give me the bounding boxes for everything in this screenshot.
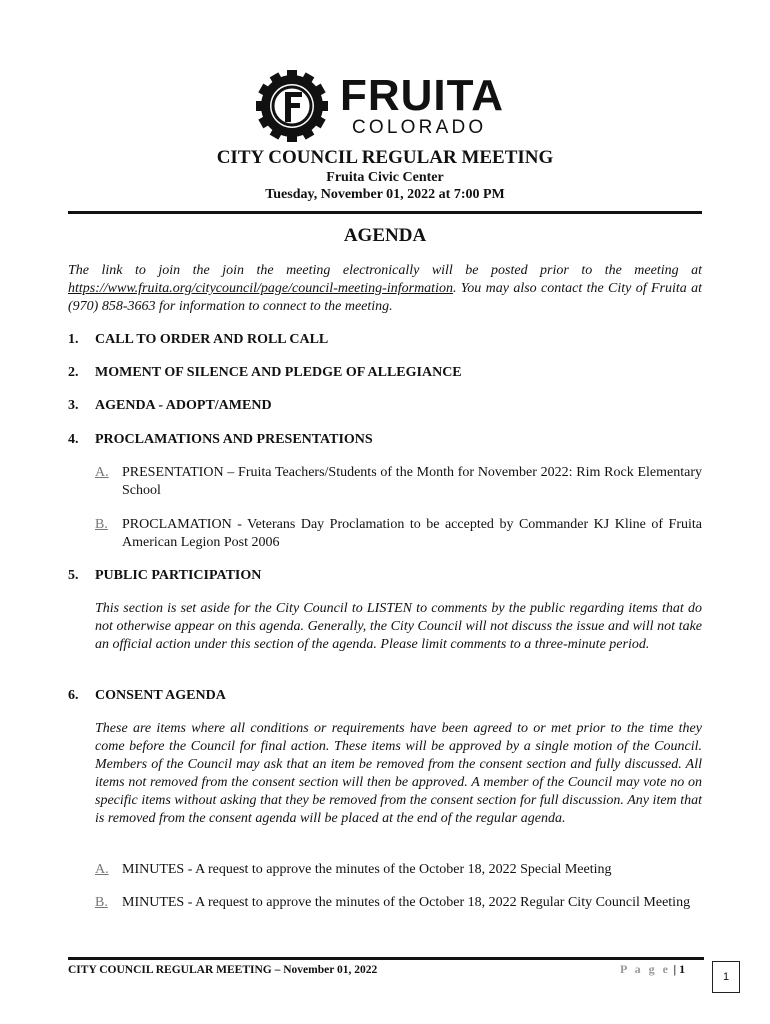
intro-text-after: . You may also contact the City of Fruita at (970) 858-3663 for information to connect to the meeting. xyxy=(68,281,702,314)
agenda-subitem xyxy=(95,516,702,552)
item-number: 4. xyxy=(68,432,79,447)
intro-text-before: The link to join the join the meeting electronically will be posted prior to the meeting at xyxy=(68,263,702,278)
item-number: 1. xyxy=(68,332,79,347)
meeting-datetime: Tuesday, November 01, 2022 at 7:00 PM xyxy=(265,187,505,202)
page-number-box[interactable]: 1 xyxy=(712,961,740,993)
page-label: P a g e xyxy=(620,962,671,976)
gear-logo-icon xyxy=(256,70,328,142)
agenda-subitem xyxy=(95,894,702,912)
subitem-text: MINUTES - A request to approve the minutes of the October 18, 2022 Special Meeting xyxy=(122,862,612,877)
item-title: CALL TO ORDER AND ROLL CALL xyxy=(95,332,329,347)
header-divider xyxy=(68,211,702,214)
agenda-subitem xyxy=(95,464,702,500)
item-title: PROCLAMATIONS AND PRESENTATIONS xyxy=(95,432,373,447)
item-number: 5. xyxy=(68,568,79,583)
logo-wordmark: FRUITA xyxy=(340,71,505,120)
intro-paragraph xyxy=(68,262,702,316)
subitem-text: PROCLAMATION - Veterans Day Proclamation to be accepted by Commander KJ Kline of Fruita American Legion Post 2006 xyxy=(122,517,702,550)
item-title: MOMENT OF SILENCE AND PLEDGE OF ALLEGIANCE xyxy=(95,365,462,380)
meeting-info-link[interactable]: https://www.fruita.org/citycouncil/page/council-meeting-information xyxy=(68,281,453,296)
subitem-text: PRESENTATION – Fruita Teachers/Students of the Month for November 2022: Rim Rock Elementary School xyxy=(122,465,702,498)
fruita-logo xyxy=(256,70,516,142)
item-title: AGENDA - ADOPT/AMEND xyxy=(95,398,272,413)
meeting-title: CITY COUNCIL REGULAR MEETING xyxy=(216,147,554,168)
item-number: 2. xyxy=(68,365,79,380)
subitem-text: MINUTES - A request to approve the minutes of the October 18, 2022 Regular City Council Meeting xyxy=(122,895,691,910)
item-number: 3. xyxy=(68,398,79,413)
footer-divider xyxy=(68,957,704,960)
agenda-heading: AGENDA xyxy=(343,225,427,246)
meeting-location: Fruita Civic Center xyxy=(326,170,444,185)
subitem-letter[interactable]: B. xyxy=(95,895,108,910)
logo-subtitle: COLORADO xyxy=(352,117,487,138)
page-number: 1 xyxy=(679,962,686,976)
public-participation-note: This section is set aside for the City Council to LISTEN to comments by the public regarding items that do not otherwise appear on this agenda. Generally, the City Council will not discuss the issue and will not take an official action under this section of the agenda. Please limit comments to a three-minute period. xyxy=(95,601,702,652)
subitem-letter[interactable]: A. xyxy=(95,465,109,480)
item-title: PUBLIC PARTICIPATION xyxy=(95,568,262,583)
item-number: 6. xyxy=(68,688,79,703)
consent-agenda-note: These are items where all conditions or requirements have been agreed to or met prior to the time they come before the Council for final action. These items will be approved by a single motion of the Council. Members of the Council may ask that an item be removed from the consent section and fully discussed. All items not removed from the consent section will then be approved. A member of the Council may vote no on specific items without asking that they be removed from the consent section for full discussion. Any item that is removed from the consent agenda will be placed at the end of the regular agenda. xyxy=(95,721,702,826)
subitem-letter[interactable]: A. xyxy=(95,862,109,877)
agenda-subitem xyxy=(95,861,702,879)
item-title: CONSENT AGENDA xyxy=(95,688,226,703)
page-separator: | xyxy=(670,962,680,976)
subitem-letter[interactable]: B. xyxy=(95,517,108,532)
footer-page-indicator xyxy=(620,962,685,977)
footer-title: CITY COUNCIL REGULAR MEETING – November 01, 2022 xyxy=(68,964,378,976)
